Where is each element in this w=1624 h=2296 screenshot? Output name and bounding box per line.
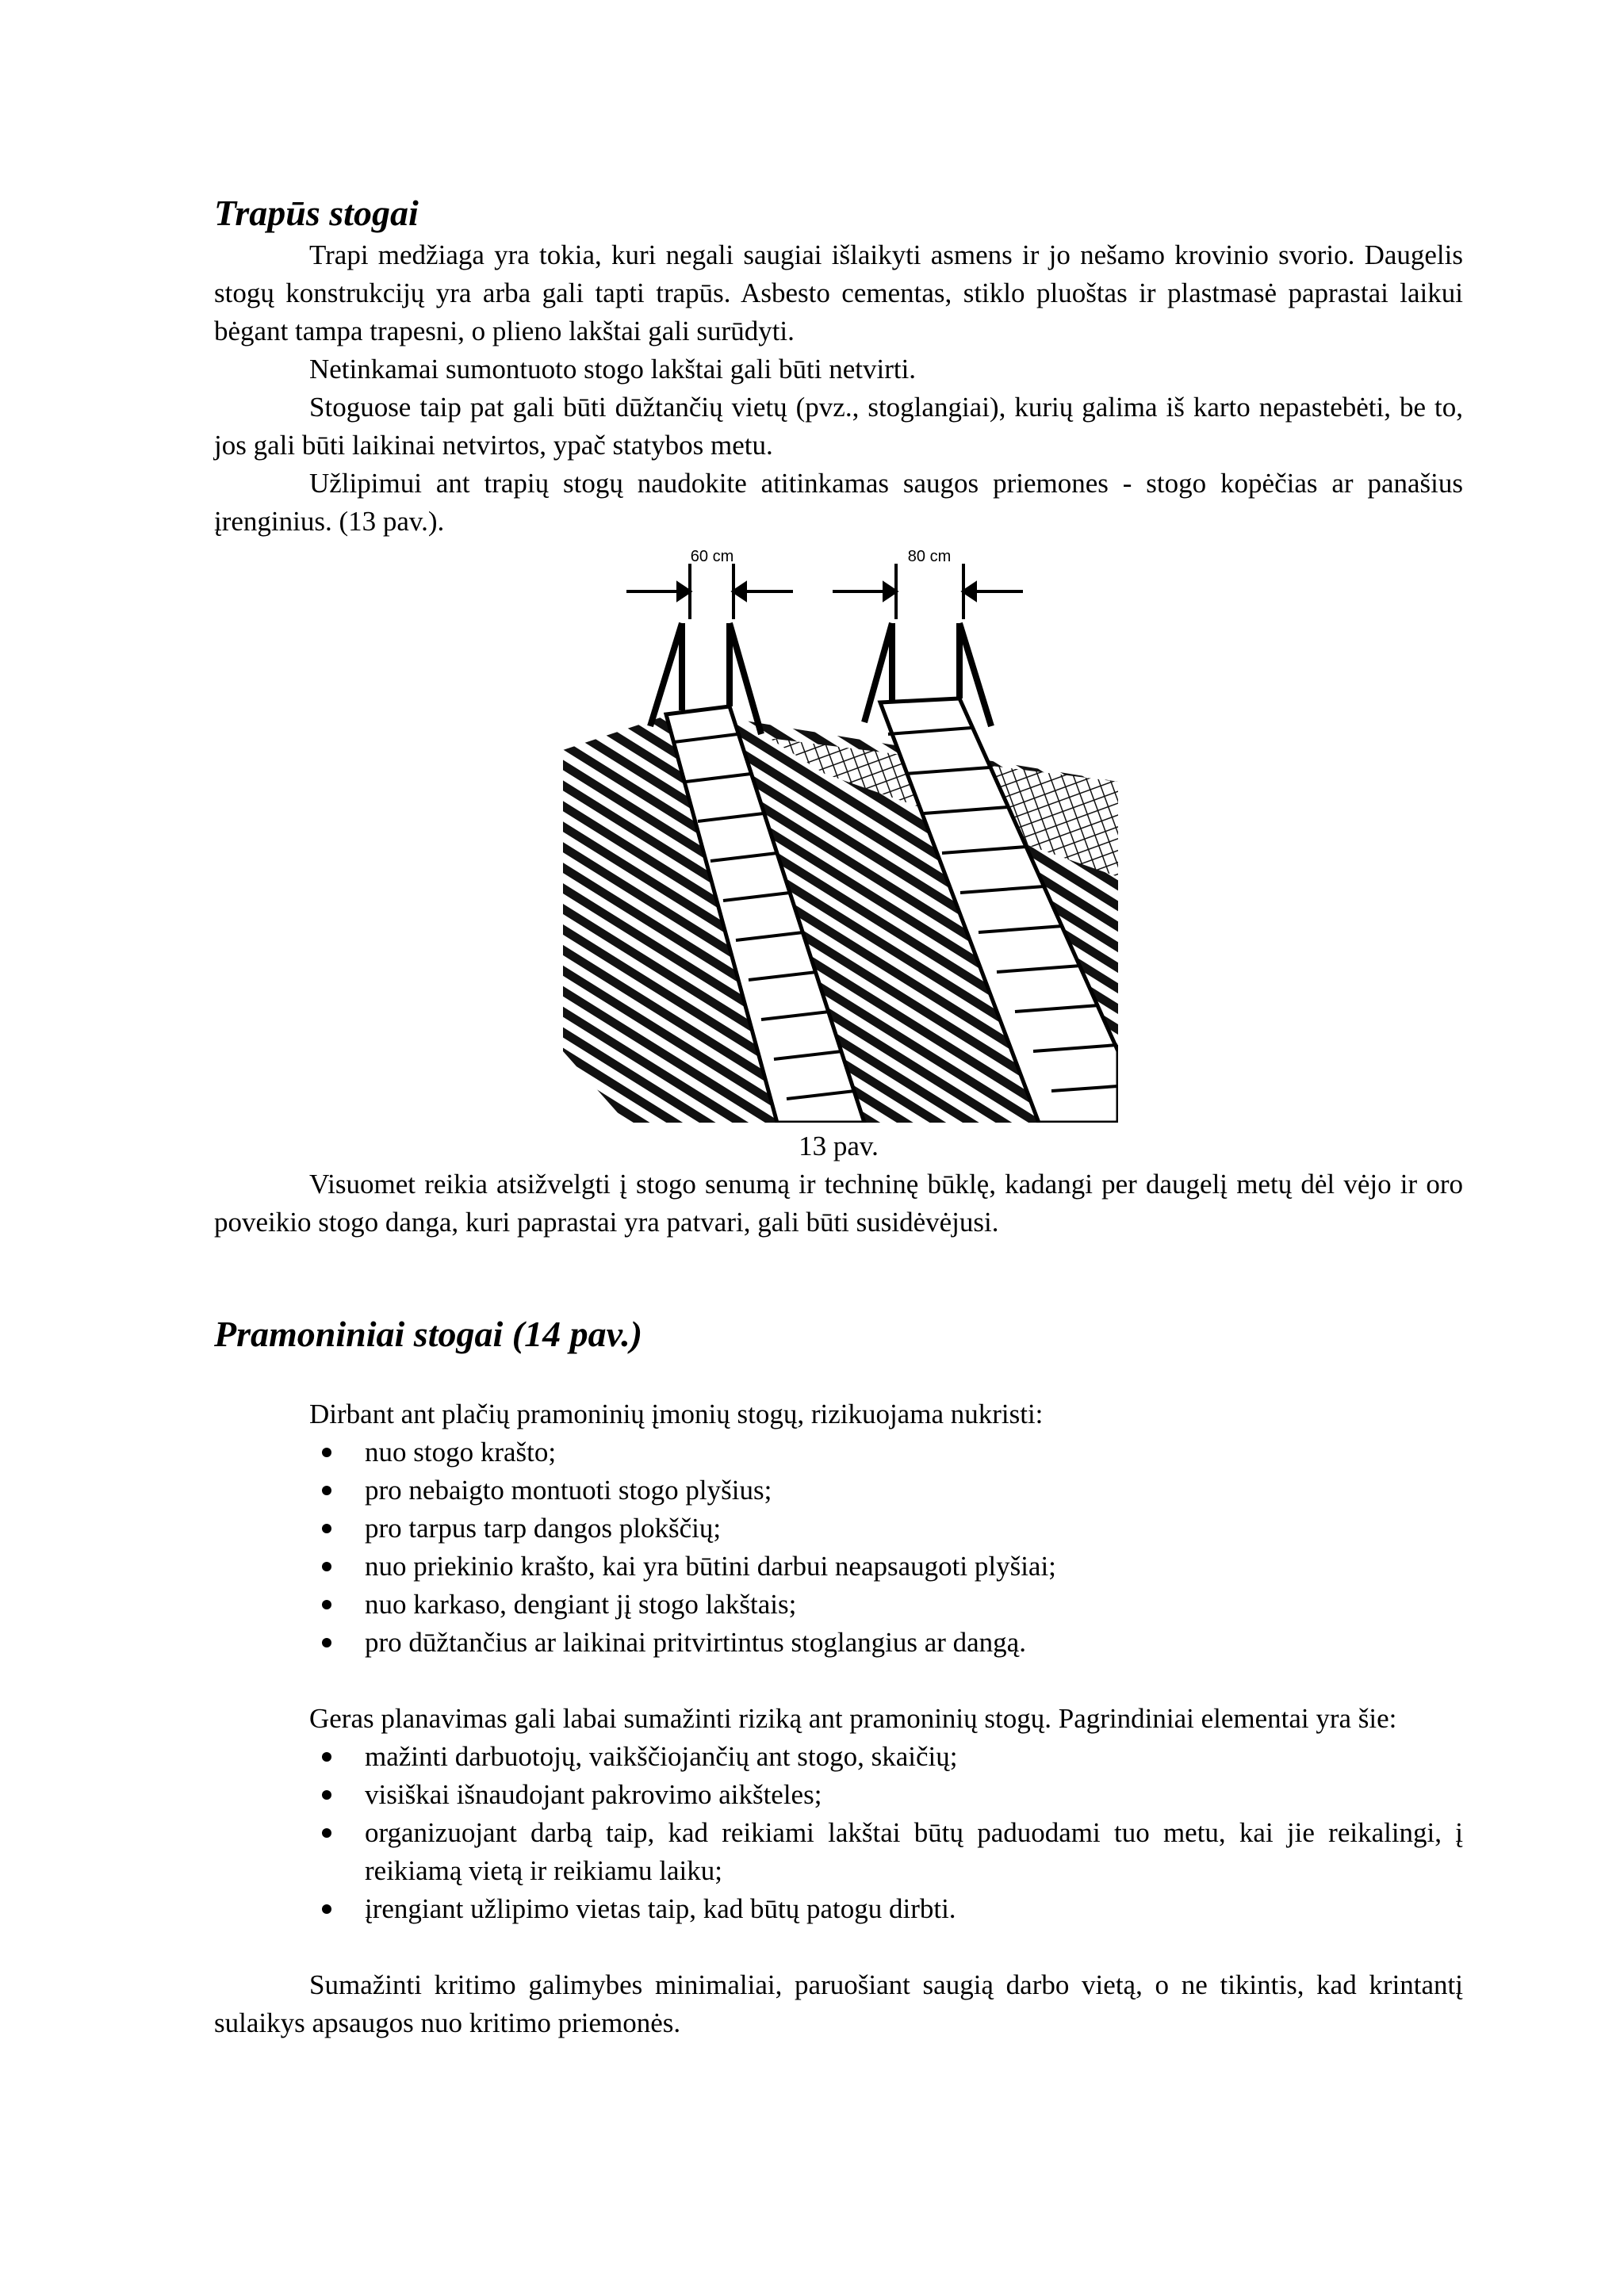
bullet-icon <box>322 1828 331 1838</box>
bullet-icon <box>322 1448 331 1457</box>
list-item: nuo karkaso, dengiant jį stogo lakštais; <box>214 1586 1463 1624</box>
list-item: nuo stogo krašto; <box>214 1433 1463 1471</box>
bullet-icon <box>322 1600 331 1609</box>
list-item: įrengiant užlipimo vietas taip, kad būtų patogu dirbti. <box>214 1890 1463 1928</box>
paragraph: Geras planavimas gali labai sumažinti riziką ant pramoninių stogų. Pagrindiniai elementai yra šie: <box>309 1703 1397 1734</box>
list-item: pro nebaigto montuoti stogo plyšius; <box>214 1471 1463 1510</box>
planning-list <box>214 1738 1463 1928</box>
figure-caption: 13 pav. <box>799 1131 879 1161</box>
paragraph: Visuomet reikia atsižvelgti į stogo senumą ir techninę būklę, kadangi per daugelį metų dėl vėjo ir oro poveikio stogo danga, kuri paprastai yra patvari, gali būti susidėvėjusi. <box>214 1169 1463 1238</box>
list-item: visiškai išnaudojant pakrovimo aikšteles; <box>214 1776 1463 1814</box>
bullet-icon <box>322 1790 331 1800</box>
list-item: mažinti darbuotojų, vaikščiojančių ant stogo, skaičių; <box>214 1738 1463 1776</box>
document-page <box>214 190 1463 2042</box>
paragraph: Dirbant ant plačių pramoninių įmonių stogų, rizikuojama nukristi: <box>309 1399 1044 1429</box>
list-item: organizuojant darbą taip, kad reikiami lakštai būtų paduodami tuo metu, kai jie reikalingi, į reikiamą vietą ir reikiamu laiku; <box>214 1814 1463 1890</box>
list-item: pro tarpus tarp dangos plokščių; <box>214 1510 1463 1548</box>
dimension-label-60cm: 60 cm <box>690 548 734 565</box>
paragraph: Stoguose taip pat gali būti dūžtančių vietų (pvz., stoglangiai), kurių galima iš karto nepastebėti, be to, jos gali būti laikinai netvirtos, ypač statybos metu. <box>214 392 1463 461</box>
risk-list <box>214 1433 1463 1662</box>
figure-roof-ladders <box>214 544 1463 1123</box>
bullet-icon <box>322 1524 331 1533</box>
dimension-label-80cm: 80 cm <box>907 548 952 565</box>
bullet-icon <box>322 1752 331 1762</box>
list-item: pro dūžtančius ar laikinai pritvirtintus stoglangius ar dangą. <box>214 1624 1463 1662</box>
paragraph: Sumažinti kritimo galimybes minimaliai, paruošiant saugią darbo vietą, o ne tikintis, kad krintantį sulaikys apsaugos nuo kritimo priemonės. <box>214 1969 1463 2038</box>
bullet-icon <box>322 1562 331 1571</box>
section-heading-industrial-roofs: Pramoniniai stogai (14 pav.) <box>214 1314 643 1354</box>
list-item: nuo priekinio krašto, kai yra būtini darbui neapsaugoti plyšiai; <box>214 1548 1463 1586</box>
bullet-icon <box>322 1486 331 1495</box>
bullet-icon <box>322 1904 331 1914</box>
bullet-icon <box>322 1638 331 1647</box>
paragraph: Netinkamai sumontuoto stogo lakštai gali būti netvirti. <box>309 354 917 385</box>
paragraph: Užlipimui ant trapių stogų naudokite atitinkamas saugos priemones - stogo kopėčias ar panašius įrenginius. (13 pav.). <box>214 468 1463 537</box>
section-heading-fragile-roofs: Trapūs stogai <box>214 193 419 233</box>
paragraph: Trapi medžiaga yra tokia, kuri negali saugiai išlaikyti asmens ir jo nešamo krovinio svorio. Daugelis stogų konstrukcijų yra arba gali tapti trapūs. Asbesto cementas, stiklo pluoštas ir plastmasė paprastai laikui bėgant tampa trapesni, o plieno lakštai gali surūdyti. <box>214 239 1463 346</box>
roof-ladder-illustration <box>563 544 1118 1123</box>
